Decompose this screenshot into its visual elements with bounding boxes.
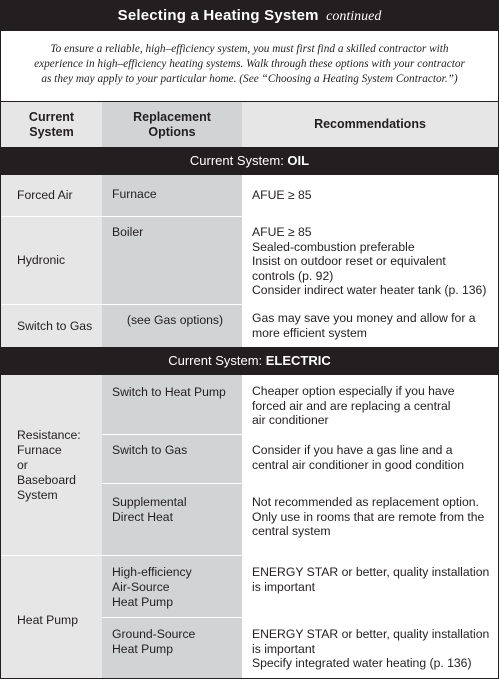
recommendation-cell <box>242 435 498 483</box>
intro-line: as they may apply to your particular home. (See “Choosing a Heating System Contractor.”) <box>41 73 458 85</box>
replacement-option-cell <box>102 556 242 617</box>
recommendation-line: Sealed-combustion preferable <box>252 239 415 254</box>
recommendation-line: central system <box>252 524 331 538</box>
recommendation-cell <box>242 618 498 679</box>
table-row <box>1 216 498 304</box>
header-replacement-options <box>102 102 242 147</box>
recommendation-line: AFUE ≥ 85 <box>252 188 312 202</box>
intro-text <box>1 31 498 101</box>
replacement-option-cell: Boiler <box>102 217 242 304</box>
replacement-option-cell <box>102 484 242 555</box>
replacement-option-cell <box>102 435 242 483</box>
recommendation-cell <box>242 305 498 347</box>
current-system-line: Resistance: <box>17 427 81 442</box>
table-row <box>1 175 498 216</box>
table-row <box>102 375 498 434</box>
replacement-option-cell: Furnace <box>102 175 242 216</box>
recommendation-line: more efficient system <box>252 325 367 340</box>
recommendation-line: AFUE ≥ 85 <box>252 225 312 239</box>
option-line: Switch to Gas <box>112 443 188 457</box>
current-system-line: or <box>17 457 28 472</box>
header-recommendations <box>242 102 498 147</box>
table-row-group <box>1 555 498 679</box>
option-line: Direct Heat <box>112 510 173 524</box>
recommendation-cell <box>242 556 498 617</box>
current-system-cell: Forced Air <box>1 175 102 216</box>
title: Selecting a Heating System <box>117 7 319 24</box>
header-text: Recommendations <box>314 117 426 131</box>
recommendation-cell <box>242 375 498 434</box>
subrows <box>102 556 498 679</box>
recommendation-line: is important <box>252 641 315 656</box>
recommendation-line: is important <box>252 579 315 594</box>
intro-line: To ensure a reliable, high–efficiency system, you must first find a skilled contractor with <box>50 43 449 55</box>
recommendation-line: Specify integrated water heating (p. 136) <box>252 656 472 670</box>
subrows <box>102 375 498 555</box>
header-text: Options <box>148 124 196 139</box>
option-line: Heat Pump <box>112 595 173 609</box>
current-system-cell <box>1 375 102 555</box>
table-row <box>102 434 498 483</box>
replacement-option-cell <box>102 618 242 679</box>
section-oil-header <box>1 147 498 175</box>
table-row-group <box>1 375 498 555</box>
recommendation-line: ENERGY STAR or better, quality installation <box>252 627 490 641</box>
title-bar <box>1 1 498 31</box>
option-line: Ground-Source <box>112 627 196 641</box>
column-headers <box>1 101 498 147</box>
replacement-option-cell <box>102 375 242 434</box>
recommendation-line: Consider if you have a gas line and a <box>252 443 453 457</box>
recommendation-line: Gas may save you money and allow for a <box>252 311 476 325</box>
recommendation-line: ENERGY STAR or better, quality installation <box>252 565 490 579</box>
recommendation-line: controls (p. 92) <box>252 268 334 283</box>
header-text: System <box>29 124 74 139</box>
recommendation-line: central air conditioner in good condition <box>252 457 465 472</box>
recommendation-line: air conditioner <box>252 413 329 427</box>
header-text: Replacement <box>133 109 211 124</box>
section-prefix: Current System: <box>189 153 288 168</box>
section-prefix: Current System: <box>168 353 266 368</box>
option-line: Heat Pump <box>112 642 173 656</box>
option-line: Air-Source <box>112 580 170 594</box>
intro-line: experience in high–efficiency heating systems. Walk through these options with your contractor <box>34 58 465 70</box>
title-continued: continued <box>326 9 382 24</box>
current-system-line: Furnace <box>17 442 62 457</box>
current-system-line: System <box>17 487 58 502</box>
table-row <box>1 304 498 347</box>
table-row <box>102 617 498 679</box>
option-line: Supplemental <box>112 495 187 509</box>
recommendation-line: Only use in rooms that are remote from the <box>252 509 485 524</box>
current-system-line: Heat Pump <box>17 613 78 627</box>
current-system-cell: Hydronic <box>1 217 102 304</box>
header-text: Current <box>28 109 75 124</box>
header-current-system <box>1 102 102 147</box>
option-line: High-efficiency <box>112 565 192 579</box>
table-row <box>102 483 498 555</box>
option-line: Switch to Heat Pump <box>112 385 226 399</box>
recommendation-line: Insist on outdoor reset or equivalent <box>252 254 446 268</box>
recommendation-line: Consider indirect water heater tank (p. 136) <box>252 283 487 297</box>
section-name: ELECTRIC <box>265 353 331 368</box>
section-electric-header <box>1 347 498 375</box>
current-system-cell: Switch to Gas <box>1 305 102 347</box>
section-name: OIL <box>287 153 310 168</box>
recommendation-cell <box>242 217 498 304</box>
current-system-line: Baseboard <box>17 472 76 487</box>
recommendation-line: Cheaper option especially if you have <box>252 384 455 398</box>
recommendation-line: Not recommended as replacement option. <box>252 495 479 509</box>
recommendation-line: forced air and are replacing a central <box>252 398 451 413</box>
recommendation-cell <box>242 484 498 555</box>
replacement-option-cell: (see Gas options) <box>102 305 242 347</box>
recommendation-cell <box>242 175 498 216</box>
current-system-cell <box>1 556 102 679</box>
table-row <box>102 556 498 617</box>
